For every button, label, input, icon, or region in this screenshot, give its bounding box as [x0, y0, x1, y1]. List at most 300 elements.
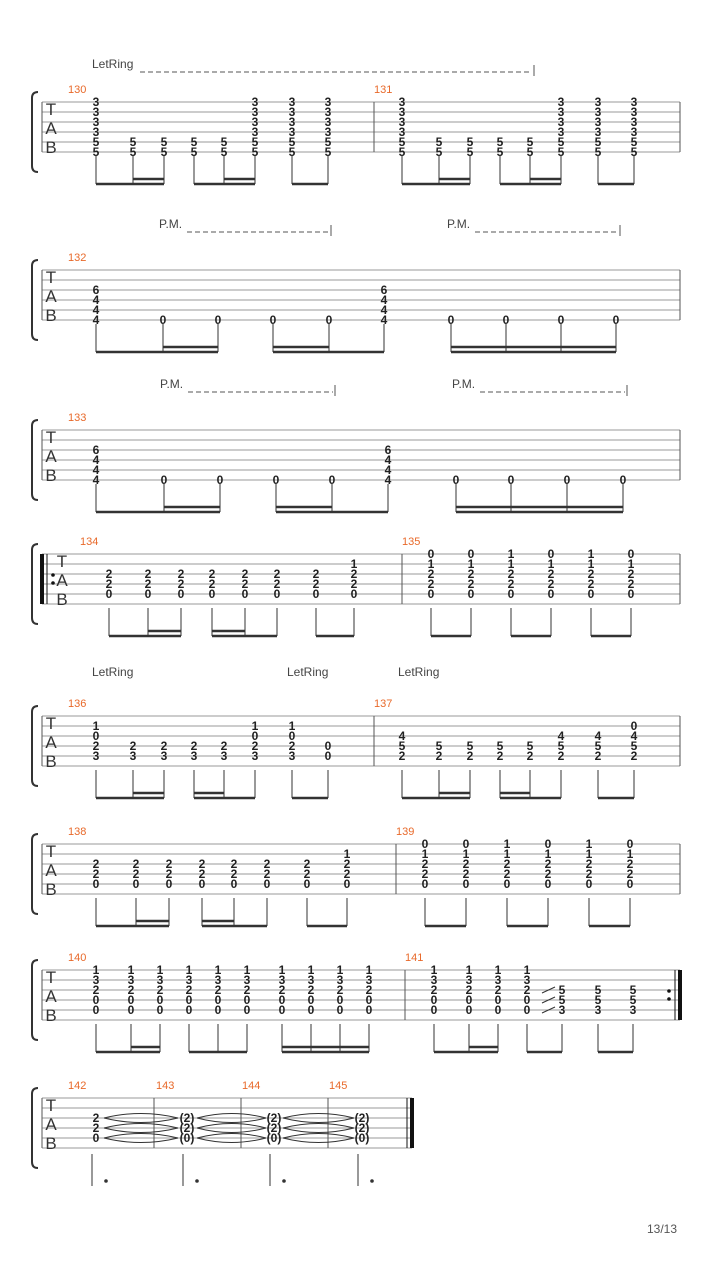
fret-number: 5 — [92, 135, 100, 149]
fret-number: 3 — [251, 749, 259, 763]
fret-number: 5 — [220, 145, 228, 159]
fret-number: 3 — [251, 115, 259, 129]
fret-number: 0 — [336, 1003, 344, 1017]
fret-number: 0 — [263, 877, 271, 891]
fret-number: 2 — [303, 857, 311, 871]
fret-number: 0 — [159, 313, 167, 327]
fret-number: 0 — [324, 749, 332, 763]
rhythm-dot — [370, 1179, 374, 1183]
fret-number: 5 — [398, 135, 406, 149]
tab-clef-letter: T — [56, 552, 68, 571]
fret-number: 2 — [496, 749, 504, 763]
fret-number: 3 — [92, 95, 100, 109]
fret-number: (0) — [354, 1131, 370, 1145]
tie-arc — [197, 1138, 266, 1143]
fret-number: 5 — [288, 145, 296, 159]
fret-number: 0 — [160, 473, 168, 487]
fret-number: 4 — [398, 729, 406, 743]
fret-number: 0 — [156, 993, 164, 1007]
fret-number: 3 — [594, 125, 602, 139]
fret-number: 2 — [92, 739, 100, 753]
tie-arc — [104, 1118, 178, 1123]
fret-number: 5 — [435, 145, 443, 159]
fret-number: 2 — [251, 739, 259, 753]
fret-number: 3 — [398, 115, 406, 129]
fret-number: 5 — [630, 135, 638, 149]
fret-number: 1 — [336, 963, 344, 977]
fret-number: 0 — [307, 1003, 315, 1017]
fret-number: 2 — [312, 577, 320, 591]
repeat-dot — [667, 997, 671, 1001]
fret-number: 2 — [557, 749, 565, 763]
fret-number: 4 — [384, 473, 392, 487]
fret-number: 3 — [558, 1003, 566, 1017]
fret-number: 2 — [220, 739, 228, 753]
fret-number: 1 — [627, 557, 635, 571]
fret-number: 5 — [92, 145, 100, 159]
measure-number: 138 — [68, 826, 87, 838]
repeat-dot — [667, 989, 671, 993]
fret-number: 4 — [384, 453, 392, 467]
fret-number: 2 — [627, 567, 635, 581]
fret-number: 0 — [467, 547, 475, 561]
fret-number: 1 — [214, 963, 222, 977]
fret-number: 2 — [129, 739, 137, 753]
fret-number: 5 — [630, 145, 638, 159]
fret-number: 1 — [585, 847, 593, 861]
fret-number: 2 — [105, 577, 113, 591]
measure-number: 134 — [80, 536, 99, 548]
fret-number: 0 — [278, 993, 286, 1007]
fret-number: 2 — [427, 567, 435, 581]
fret-number: 0 — [462, 837, 470, 851]
fret-number: 0 — [350, 587, 358, 601]
measure-number: 130 — [68, 84, 87, 96]
fret-number: 0 — [214, 1003, 222, 1017]
measure-number: 136 — [68, 698, 87, 710]
fret-number: 2 — [462, 857, 470, 871]
fret-number: 2 — [165, 857, 173, 871]
fret-number: 3 — [156, 973, 164, 987]
fret-number: 5 — [526, 135, 534, 149]
palm-mute-label: P.M. — [452, 377, 476, 391]
fret-number: 6 — [384, 443, 392, 457]
tab-clef-letter: B — [45, 880, 57, 899]
system-bracket — [32, 706, 38, 786]
measure-number: 139 — [396, 826, 415, 838]
fret-number: 2 — [430, 983, 438, 997]
tie-arc — [104, 1134, 178, 1139]
fret-number: 2 — [177, 577, 185, 591]
fret-number: 2 — [630, 749, 638, 763]
fret-number: 2 — [494, 983, 502, 997]
fret-number: 5 — [398, 739, 406, 753]
tie-arc — [283, 1124, 354, 1129]
fret-number: 3 — [307, 973, 315, 987]
fret-number: 2 — [288, 739, 296, 753]
fret-number: 3 — [398, 105, 406, 119]
fret-number: 2 — [185, 983, 193, 997]
fret-number: 0 — [269, 313, 277, 327]
tie-arc — [283, 1134, 354, 1139]
fret-number: 3 — [594, 95, 602, 109]
fret-number: 1 — [156, 963, 164, 977]
fret-number: 2 — [465, 983, 473, 997]
fret-number: 2 — [198, 867, 206, 881]
fret-number: 3 — [288, 105, 296, 119]
fret-number: 4 — [92, 293, 100, 307]
fret-number: 4 — [557, 729, 565, 743]
fret-number: 0 — [288, 729, 296, 743]
fret-number: 0 — [626, 877, 634, 891]
tie-arc — [197, 1134, 266, 1139]
fret-number: 1 — [462, 847, 470, 861]
fret-number: 3 — [630, 105, 638, 119]
fret-number: 6 — [92, 443, 100, 457]
fret-number: 0 — [243, 993, 251, 1007]
fret-number: 5 — [324, 145, 332, 159]
fret-number: 2 — [263, 867, 271, 881]
tab-clef-letter: B — [45, 138, 57, 157]
fret-number: 2 — [144, 577, 152, 591]
fret-number: 0 — [303, 877, 311, 891]
fret-number: 0 — [630, 719, 638, 733]
fret-number: 4 — [92, 453, 100, 467]
tab-clef-letter: A — [45, 287, 57, 306]
tab-clef-letter: T — [45, 968, 57, 987]
fret-number: 5 — [288, 135, 296, 149]
fret-number: 2 — [208, 577, 216, 591]
fret-number: 1 — [343, 847, 351, 861]
system-bracket — [32, 544, 38, 624]
fret-number: 3 — [629, 1003, 637, 1017]
measure-number: 143 — [156, 1080, 175, 1092]
fret-number: 5 — [466, 135, 474, 149]
tie-arc — [283, 1114, 354, 1119]
fret-number: 2 — [585, 867, 593, 881]
fret-number: 1 — [523, 963, 531, 977]
tab-clef-letter: T — [45, 842, 57, 861]
fret-number: 3 — [324, 95, 332, 109]
tab-clef-letter: T — [45, 268, 57, 287]
fret-number: 1 — [307, 963, 315, 977]
fret-number: 0 — [465, 1003, 473, 1017]
fret-number: 2 — [626, 857, 634, 871]
tab-clef-letter: A — [45, 733, 57, 752]
fret-number: 3 — [127, 973, 135, 987]
fret-number: 2 — [523, 983, 531, 997]
tab-clef-letter: A — [45, 119, 57, 138]
fret-number: 3 — [324, 125, 332, 139]
fret-number: 5 — [324, 135, 332, 149]
fret-number: 5 — [466, 145, 474, 159]
fret-number: 5 — [526, 739, 534, 753]
fret-number: 4 — [92, 313, 100, 327]
fret-number: 0 — [494, 993, 502, 1007]
fret-number: 2 — [507, 577, 515, 591]
fret-number: 0 — [557, 313, 565, 327]
fret-number: 0 — [312, 587, 320, 601]
tab-clef-letter: A — [56, 571, 68, 590]
fret-number: 0 — [547, 587, 555, 601]
fret-number: 2 — [343, 857, 351, 871]
fret-number: 3 — [630, 125, 638, 139]
fret-number: 3 — [214, 973, 222, 987]
fret-number: 5 — [630, 739, 638, 753]
tab-clef-letter: A — [45, 447, 57, 466]
fret-number: 5 — [190, 135, 198, 149]
fret-number: 0 — [243, 1003, 251, 1017]
measure-number: 135 — [402, 536, 421, 548]
fret-number: 0 — [462, 877, 470, 891]
tie-arc — [283, 1138, 354, 1143]
fret-number: (2) — [179, 1121, 195, 1135]
fret-number: 3 — [336, 973, 344, 987]
fret-number: 2 — [503, 857, 511, 871]
fret-number: 2 — [627, 577, 635, 591]
fret-number: 2 — [594, 749, 602, 763]
fret-number: 2 — [156, 983, 164, 997]
measure-number: 137 — [374, 698, 393, 710]
fret-number: 0 — [185, 1003, 193, 1017]
fret-number: 4 — [594, 729, 602, 743]
fret-number: 0 — [503, 877, 511, 891]
palm-mute-label: P.M. — [160, 377, 184, 391]
fret-number: 2 — [307, 983, 315, 997]
fret-number: 0 — [365, 1003, 373, 1017]
fret-number: 0 — [127, 1003, 135, 1017]
fret-number: 0 — [612, 313, 620, 327]
fret-number: 2 — [587, 567, 595, 581]
fret-number: 3 — [92, 973, 100, 987]
fret-number: 2 — [208, 567, 216, 581]
fret-number: 0 — [208, 587, 216, 601]
fret-number: 3 — [220, 749, 228, 763]
fret-number: 3 — [557, 105, 565, 119]
let-ring-label: LetRing — [92, 665, 134, 679]
fret-number: 0 — [328, 473, 336, 487]
fret-number: 5 — [594, 145, 602, 159]
fret-number: 2 — [198, 857, 206, 871]
fret-number: 0 — [278, 1003, 286, 1017]
fret-number: 0 — [214, 993, 222, 1007]
fret-number: (2) — [179, 1111, 195, 1125]
tab-clef-letter: A — [45, 861, 57, 880]
tie-arc — [104, 1138, 178, 1143]
fret-number: 3 — [278, 973, 286, 987]
fret-number: 0 — [494, 1003, 502, 1017]
fret-number: 0 — [365, 993, 373, 1007]
fret-number: 4 — [92, 463, 100, 477]
fret-number: 1 — [544, 847, 552, 861]
fret-number: 2 — [165, 867, 173, 881]
fret-number: 0 — [523, 993, 531, 1007]
fret-number: 3 — [288, 115, 296, 129]
fret-number: 0 — [544, 877, 552, 891]
fret-number: 0 — [156, 1003, 164, 1017]
fret-number: 2 — [466, 749, 474, 763]
fret-number: 5 — [557, 135, 565, 149]
fret-number: 0 — [421, 837, 429, 851]
fret-number: 2 — [241, 567, 249, 581]
fret-number: 0 — [273, 587, 281, 601]
fret-number: 0 — [92, 1003, 100, 1017]
fret-number: 0 — [343, 877, 351, 891]
fret-number: 5 — [526, 145, 534, 159]
fret-number: 2 — [92, 1111, 100, 1125]
let-ring-label: LetRing — [287, 665, 329, 679]
fret-number: 4 — [380, 313, 388, 327]
fret-number: 0 — [92, 1131, 100, 1145]
fret-number: 3 — [190, 749, 198, 763]
fret-number: 2 — [350, 567, 358, 581]
tie-arc — [283, 1128, 354, 1133]
fret-number: 2 — [587, 577, 595, 591]
fret-number: 0 — [547, 547, 555, 561]
fret-number: 1 — [421, 847, 429, 861]
fret-number: 2 — [92, 983, 100, 997]
fret-number: 3 — [557, 125, 565, 139]
system-bracket — [32, 960, 38, 1040]
repeat-dot — [51, 581, 55, 585]
fret-number: 1 — [278, 963, 286, 977]
fret-number: 3 — [630, 95, 638, 109]
fret-number: 3 — [594, 105, 602, 119]
fret-number: (2) — [354, 1111, 370, 1125]
fret-number: 1 — [288, 719, 296, 733]
fret-number: 4 — [92, 303, 100, 317]
fret-number: 0 — [92, 993, 100, 1007]
fret-number: 1 — [507, 557, 515, 571]
fret-number: 0 — [465, 993, 473, 1007]
fret-number: 3 — [288, 749, 296, 763]
fret-number: 2 — [105, 567, 113, 581]
fret-number: 3 — [365, 973, 373, 987]
fret-number: (2) — [354, 1121, 370, 1135]
fret-number: 5 — [190, 145, 198, 159]
fret-number: 0 — [447, 313, 455, 327]
fret-number: 3 — [92, 115, 100, 129]
fret-number: 1 — [587, 557, 595, 571]
fret-number: (2) — [266, 1121, 282, 1135]
system-bracket — [32, 92, 38, 172]
tie-arc — [197, 1124, 266, 1129]
fret-number: 0 — [627, 547, 635, 561]
fret-number: 1 — [185, 963, 193, 977]
fret-number: 2 — [507, 567, 515, 581]
fret-number: 0 — [430, 993, 438, 1007]
system-bracket — [32, 260, 38, 340]
fret-number: 3 — [398, 125, 406, 139]
tab-clef-letter: B — [45, 752, 57, 771]
tab-clef-letter: B — [45, 1134, 57, 1153]
tab-clef-letter: B — [56, 590, 68, 609]
tie-arc — [104, 1124, 178, 1129]
fret-number: 2 — [214, 983, 222, 997]
fret-number: 1 — [251, 719, 259, 733]
fret-number: 1 — [350, 557, 358, 571]
fret-number: 2 — [230, 867, 238, 881]
fret-number: 0 — [563, 473, 571, 487]
system-bracket — [32, 420, 38, 500]
fret-number: 0 — [325, 313, 333, 327]
fret-number: 1 — [430, 963, 438, 977]
fret-number: 3 — [185, 973, 193, 987]
fret-number: 1 — [427, 557, 435, 571]
fret-number: 1 — [503, 837, 511, 851]
fret-number: 2 — [230, 857, 238, 871]
fret-number: 5 — [594, 739, 602, 753]
fret-number: 2 — [526, 749, 534, 763]
measure-number: 132 — [68, 252, 87, 264]
fret-number: 3 — [129, 749, 137, 763]
fret-number: 1 — [626, 847, 634, 861]
rhythm-dot — [282, 1179, 286, 1183]
fret-number: 5 — [496, 135, 504, 149]
fret-number: 0 — [502, 313, 510, 327]
page-number: 13/13 — [646, 1222, 677, 1236]
fret-number: 0 — [467, 587, 475, 601]
fret-number: 2 — [398, 749, 406, 763]
fret-number: 2 — [544, 867, 552, 881]
tie-arc — [283, 1118, 354, 1123]
fret-number: 3 — [494, 973, 502, 987]
fret-number: 5 — [398, 145, 406, 159]
fret-number: 2 — [467, 567, 475, 581]
fret-number: 3 — [92, 105, 100, 119]
fret-number: 1 — [127, 963, 135, 977]
fret-number: 0 — [241, 587, 249, 601]
fret-number: 2 — [467, 577, 475, 591]
fret-number: 2 — [421, 867, 429, 881]
fret-number: 0 — [177, 587, 185, 601]
tab-clef-letter: B — [45, 466, 57, 485]
measure-number: 133 — [68, 412, 87, 424]
fret-number: 0 — [92, 729, 100, 743]
fret-number: 2 — [273, 577, 281, 591]
fret-number: 5 — [557, 739, 565, 753]
fret-number: 0 — [105, 587, 113, 601]
fret-number: 0 — [324, 739, 332, 753]
fret-number: 5 — [594, 983, 602, 997]
fret-number: 6 — [380, 283, 388, 297]
fret-number: 3 — [465, 973, 473, 987]
fret-number: 2 — [273, 567, 281, 581]
tab-clef-letter: B — [45, 1006, 57, 1025]
fret-number: 2 — [241, 577, 249, 591]
fret-number: 5 — [160, 135, 168, 149]
fret-number: 5 — [558, 983, 566, 997]
fret-number: 2 — [503, 867, 511, 881]
fret-number: 0 — [587, 587, 595, 601]
tie-arc — [104, 1114, 178, 1119]
system-bracket — [32, 1088, 38, 1168]
fret-number: 2 — [343, 867, 351, 881]
fret-number: 3 — [251, 125, 259, 139]
fret-number: 2 — [92, 867, 100, 881]
fret-number: 1 — [587, 547, 595, 561]
fret-number: 3 — [288, 95, 296, 109]
fret-number: 2 — [132, 857, 140, 871]
fret-number: 2 — [626, 867, 634, 881]
fret-number: 3 — [430, 973, 438, 987]
measure-number: 140 — [68, 952, 87, 964]
fret-number: 1 — [547, 557, 555, 571]
fret-number: 0 — [585, 877, 593, 891]
tab-clef-letter: T — [45, 428, 57, 447]
fret-number: 5 — [435, 135, 443, 149]
tie-arc — [197, 1118, 266, 1123]
